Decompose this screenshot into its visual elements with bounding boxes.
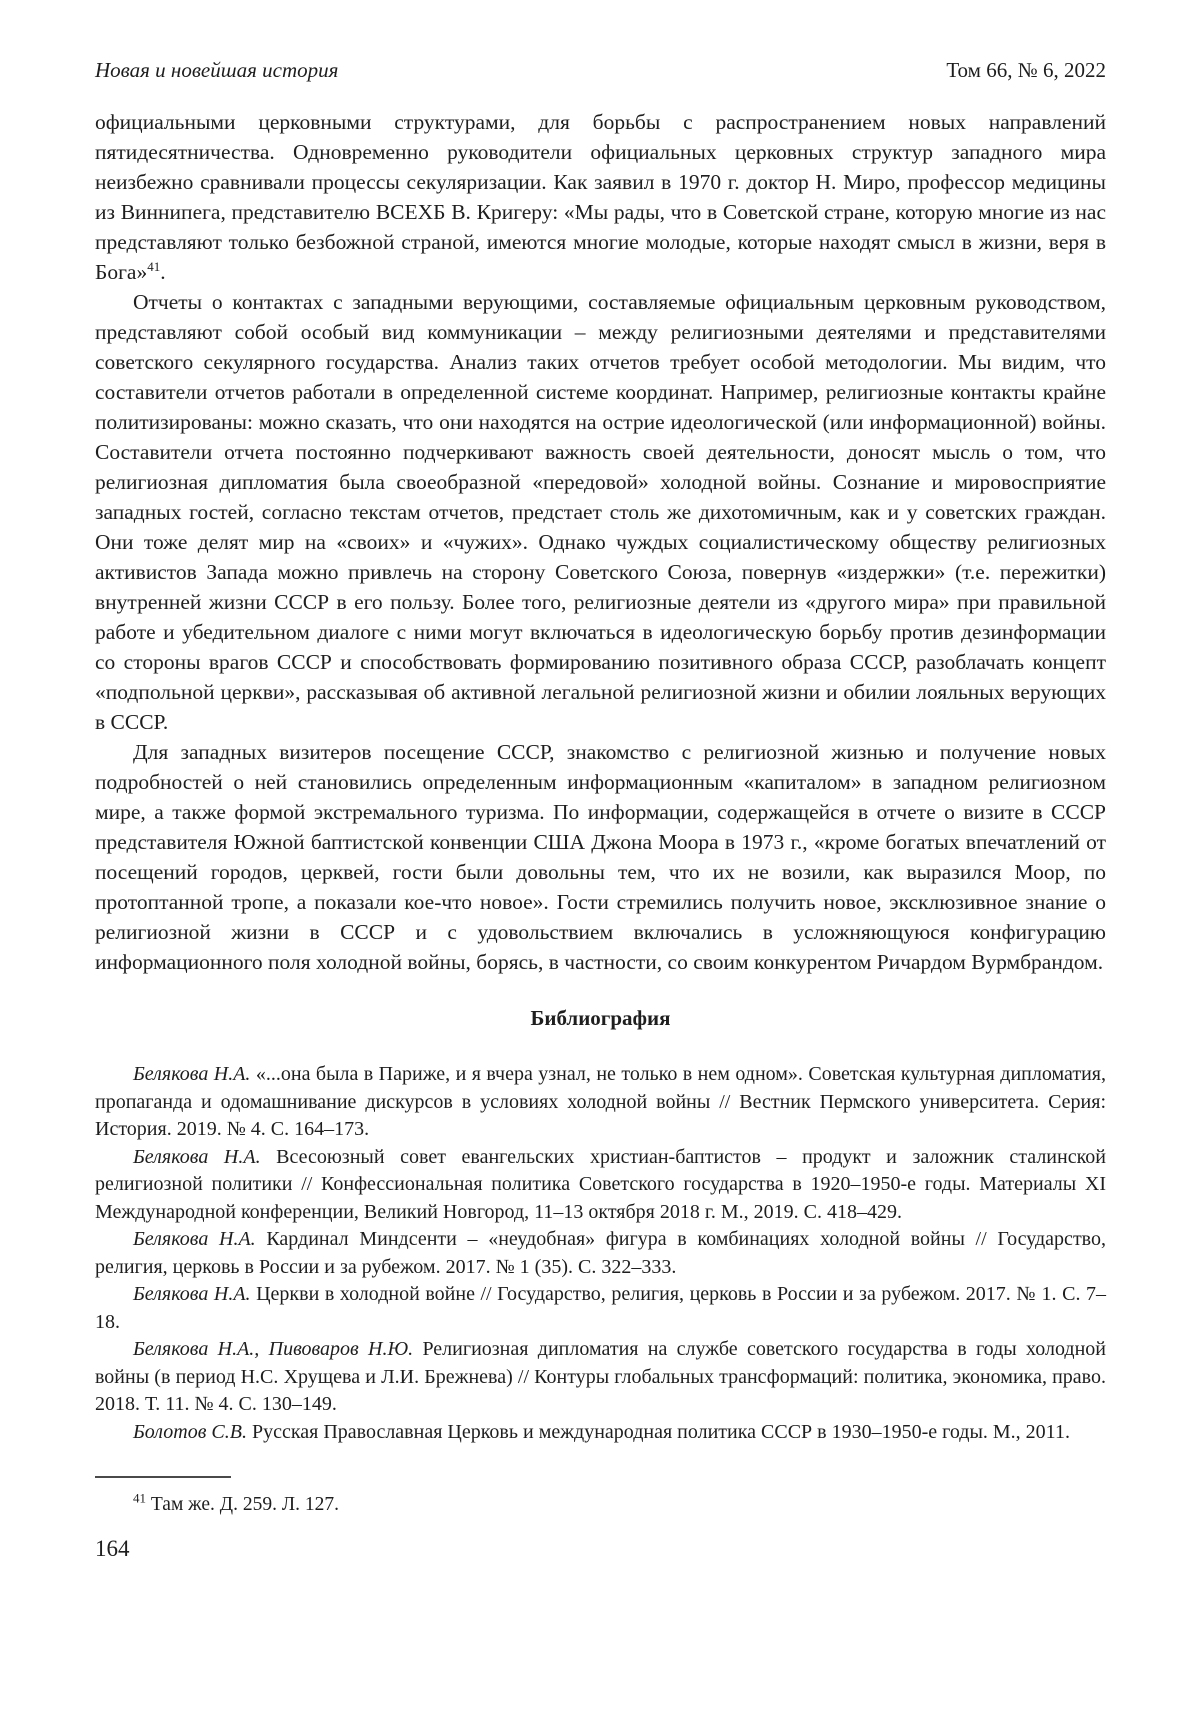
entry-text: Всесоюзный совет евангельских христиан-баптистов – продукт и заложник сталинской религиозной политики // Конфессиональная политика Советского государства в 1920–1950-е годы. Материалы XI Международной конференции, Великий Новгород, 11–13 октября 2018 г. М., 2019. С. 418–429. — [95, 1145, 1106, 1223]
footnote-ref-marker: 41 — [147, 258, 161, 274]
paragraph-text-tail: . — [160, 260, 166, 284]
paragraph: Для западных визитеров посещение СССР, знакомство с религиозной жизнью и получение новых подробностей о ней становились определенным информационным «капиталом» в западном религиозном мире, а также формой экстремального туризма. По информации, содержащейся в отчете о визите в СССР представителя Южной баптистской конвенции США Джона Моора в 1973 г., «кроме богатых впечатлений от посещений городов, церквей, гости были довольны тем, что их не возили, как выразился Моор, по протоптанной тропе, а показали кое-что новое». Гости стремились получить новое, эксклюзивное знание о религиозной жизни в СССР и с удовольствием включались в усложняющуюся конфигурацию информационного поля холодной войны, борясь, в частности, со своим конкурентом Ричардом Вурмбрандом. — [95, 740, 1106, 974]
entry-text: Религиозная дипломатия на службе советского государства в годы холодной войны (в период Н.С. Хрущева и Л.И. Брежнева) // Контуры глобальных трансформаций: политика, экономика, право. 2018. Т. 11. № 4. С. 130–149. — [95, 1338, 1106, 1415]
entry-authors: Белякова Н.А. — [133, 1063, 251, 1085]
journal-title: Новая и новейшая история — [95, 58, 339, 82]
footnote-number: 41 — [133, 1490, 146, 1506]
bibliography-entry — [95, 1061, 1106, 1144]
bibliography-entry — [95, 1281, 1106, 1336]
paragraph-text: официальными церковными структурами, для борьбы с распространением новых направлений пятидесятничества. Одновременно руководители официальных церковных структур западного мира неизбежно сравнивали процессы секуляризации. Как заявил в 1970 г. доктор Н. Миро, профессор медицины из Виннипега, представителю ВСЕХБ В. Кригеру: «Мы рады, что в Советской стране, которую многие из нас представляют только безбожной страной, имеются многие молодые, которые находят смысл в жизни, веря в Бога» — [95, 110, 1106, 284]
bibliography-entry — [95, 1226, 1106, 1281]
entry-authors: Белякова Н.А. — [133, 1228, 256, 1250]
entry-text: «...она была в Париже, и я вчера узнал, не только в нем одном». Советская культурная дипломатия, пропаганда и одомашнивание дискурсов в условиях холодной войны // Вестник Пермского университета. Серия: История. 2019. № 4. С. 164–173. — [95, 1063, 1106, 1140]
issue-info: Том 66, № 6, 2022 — [946, 58, 1106, 82]
bibliography-entry — [95, 1144, 1106, 1227]
bibliography-entry — [95, 1419, 1106, 1447]
entry-text: Кардинал Миндсенти – «неудобная» фигура в комбинациях холодной войны // Государство, религия, церковь в России и за рубежом. 2017. № 1 (35). С. 322–333. — [95, 1228, 1106, 1278]
bibliography-heading: Библиография — [530, 1006, 671, 1030]
entry-authors: Белякова Н.А., Пивоваров Н.Ю. — [133, 1338, 414, 1360]
footnote-separator — [95, 1476, 231, 1478]
entry-authors: Белякова Н.А. — [133, 1283, 251, 1305]
footnote — [95, 1492, 1106, 1518]
bibliography-entry — [95, 1336, 1106, 1419]
entry-text: Церкви в холодной войне // Государство, религия, церковь в России и за рубежом. 2017. № 1. С. 7–18. — [95, 1283, 1106, 1333]
entry-authors: Белякова Н.А. — [133, 1145, 261, 1168]
entry-authors: Болотов С.В. — [133, 1420, 247, 1443]
paragraph — [95, 107, 1106, 287]
page-number: 164 — [95, 1536, 130, 1561]
paragraph: Отчеты о контактах с западными верующими, составляемые официальным церковным руководством, представляют собой особый вид коммуникации – между религиозными деятелями и представителями советского секулярного государства. Анализ таких отчетов требует особой методологии. Мы видим, что составители отчетов работали в определенной системе координат. Например, религиозные контакты крайне политизированы: можно сказать, что они находятся на острие идеологической (или информационной) войны. Составители отчета постоянно подчеркивают важность своей деятельности, доносят мысль о том, что религиозная дипломатия была своеобразной «передовой» холодной войны. Сознание и мировосприятие западных гостей, согласно текстам отчетов, предстает столь же дихотомичным, как и у советских граждан. Они тоже делят мир на «своих» и «чужих». Однако чуждых социалистическому обществу религиозных активистов Запада можно привлечь на сторону Советского Союза, повернув «издержки» (т.е. пережитки) внутренней жизни СССР в его пользу. Более того, религиозные деятели из «другого мира» при правильной работе и убедительном диалоге с ними могут включаться в идеологическую борьбу против дезинформации со стороны врагов СССР и способствовать формированию позитивного образа СССР, разоблачать концепт «подпольной церкви», рассказывая об активной легальной религиозной жизни и обилии лояльных верующих в СССР. — [95, 290, 1106, 734]
entry-text: Русская Православная Церковь и международная политика СССР в 1930–1950-е годы. М., 2011. — [246, 1420, 1070, 1443]
running-head — [95, 58, 1106, 83]
footnote-text: Там же. Д. 259. Л. 127. — [150, 1494, 339, 1515]
